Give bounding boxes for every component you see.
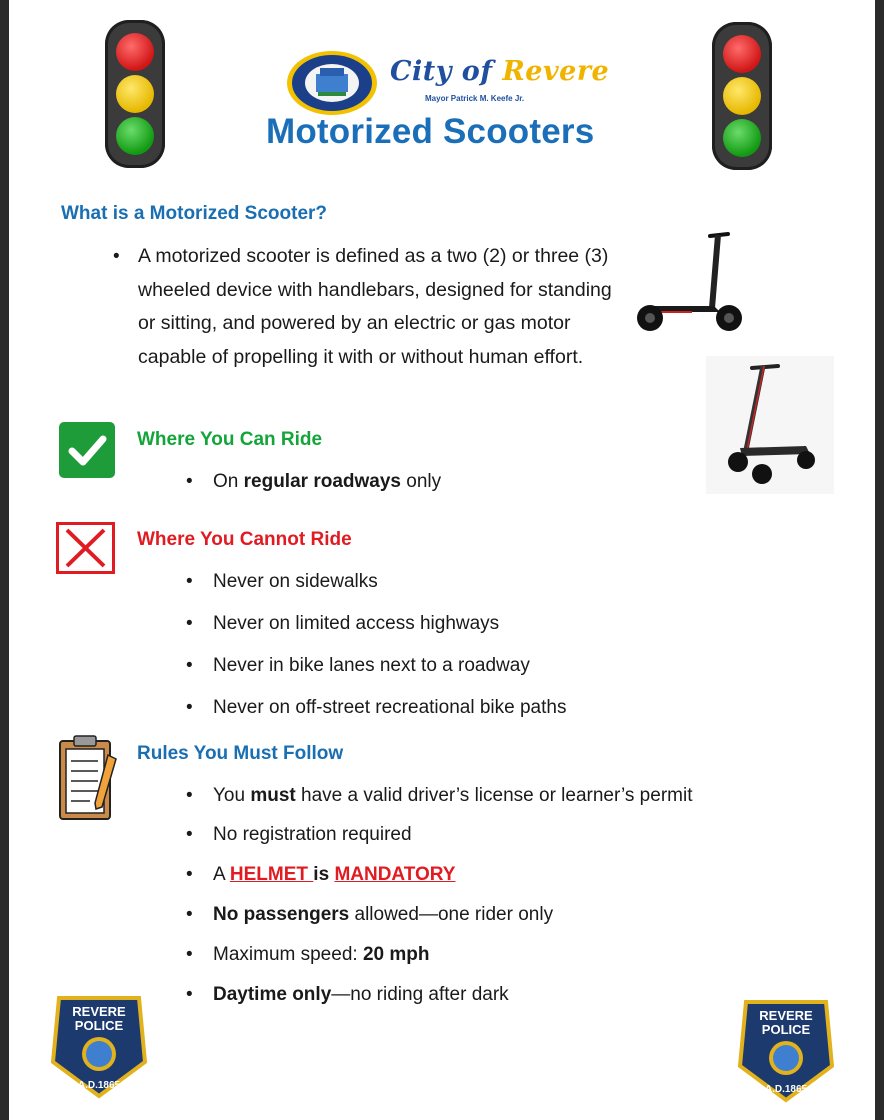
red-bulb-icon [116,33,154,71]
bullet-icon: • [186,824,193,845]
police-badge-logo [49,992,149,1100]
cannot-ride-item: Never on sidewalks [213,571,378,592]
bullet-icon: • [186,785,193,806]
two-wheel-scooter-image [632,228,747,336]
bullet-icon: • [186,655,193,676]
traffic-light-left-icon [105,20,165,168]
svg-text:REVERE: REVERE [72,1004,126,1019]
left-frame [0,0,9,1120]
svg-text:A.D.1865: A.D.1865 [77,1080,121,1091]
checkmark-icon [59,422,115,478]
bullet-icon: • [186,471,193,492]
right-frame [875,0,884,1120]
mayor-name: Mayor Patrick M. Keefe Jr. [425,94,525,103]
city-seal-logo [286,50,378,116]
rule-item: Daytime only—no riding after dark [213,984,509,1005]
traffic-light-right-icon [712,22,772,170]
three-wheel-scooter-image [706,356,834,494]
bullet-icon: • [186,571,193,592]
rule-item: Maximum speed: 20 mph [213,944,430,965]
bullet-icon: • [186,864,193,885]
green-bulb-icon [723,119,761,157]
can-ride-item: On regular roadways only [213,471,442,492]
three-wheel-scooter-image-frame [706,356,834,494]
bullet-icon: • [186,904,193,925]
bullet-icon: • [186,944,193,965]
svg-text:POLICE: POLICE [74,1018,124,1033]
clipboard-icon [58,733,120,823]
bullet-icon: • [186,613,193,634]
definition-heading: What is a Motorized Scooter? [61,203,328,224]
rules-heading: Rules You Must Follow [137,743,344,764]
cannot-ride-item: Never on off-street recreational bike paths [213,697,567,718]
yellow-bulb-icon [723,77,761,115]
svg-text:A.D.1865: A.D.1865 [764,1084,808,1095]
definition-text: A motorized scooter is defined as a two (2) or three (3) wheeled device with handlebars, designed for standing or sitting, and powered by an electric or gas motor capable of propelling it with or without human effort. [138,245,612,368]
cannot-ride-heading: Where You Cannot Ride [137,529,352,550]
rule-item: No registration required [213,824,412,845]
bullet-icon: • [186,984,193,1005]
police-badge-logo [736,996,836,1104]
bullet-icon: • [113,246,120,267]
svg-text:POLICE: POLICE [761,1022,811,1037]
svg-text:REVERE: REVERE [759,1008,813,1023]
bullet-icon: • [186,697,193,718]
rule-item: You must have a valid driver’s license or learner’s permit [213,785,693,806]
red-bulb-icon [723,35,761,73]
cannot-ride-item: Never on limited access highways [213,613,500,634]
x-mark-icon [56,522,115,574]
yellow-bulb-icon [116,75,154,113]
green-bulb-icon [116,117,154,155]
can-ride-heading: Where You Can Ride [137,429,323,450]
rule-item: A HELMET is MANDATORY [213,864,456,885]
cannot-ride-item: Never in bike lanes next to a roadway [213,655,530,676]
rule-item: No passengers allowed—one rider only [213,904,554,925]
page-title: Motorized Scooters [266,112,595,151]
city-name: City of Revere [390,56,610,87]
